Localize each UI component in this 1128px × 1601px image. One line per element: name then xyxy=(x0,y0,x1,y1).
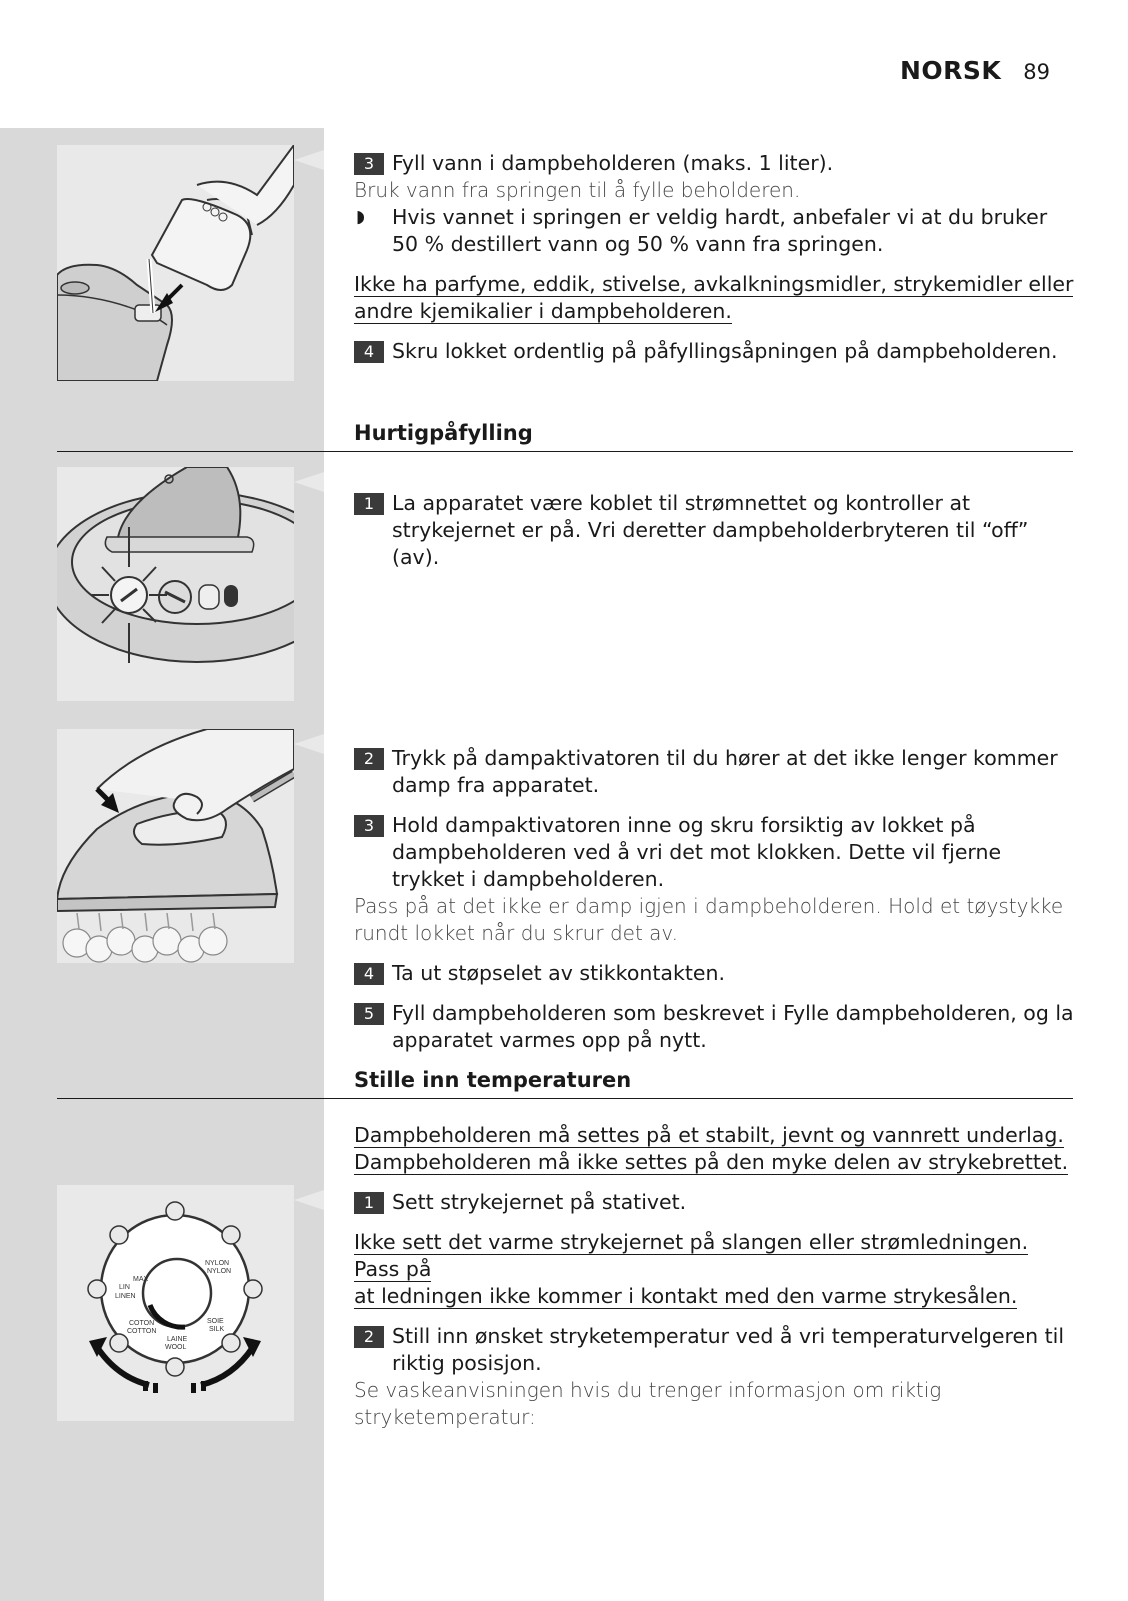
step xyxy=(354,960,1074,987)
step-number: 1 xyxy=(354,1192,384,1214)
dial-label-lin: LIN xyxy=(119,1284,130,1291)
page-header xyxy=(900,56,1050,85)
fill-water-illustration xyxy=(57,145,294,381)
step-note: Bruk vann fra springen til å fylle beholderen. xyxy=(354,178,801,202)
steam-switch-icon xyxy=(57,467,294,701)
step-number: 3 xyxy=(354,815,384,837)
step-text: Sett strykejernet på stativet. xyxy=(392,1190,687,1214)
warning xyxy=(354,1229,1074,1310)
temperature-dial-icon xyxy=(57,1185,294,1421)
warning xyxy=(354,1122,1074,1176)
steam-switch-illustration xyxy=(57,467,294,701)
warning-line: Dampbeholderen må settes på et stabilt, jevnt og vannrett underlag. xyxy=(354,1123,1064,1147)
dial-label-laine: LAINE xyxy=(167,1336,188,1343)
illustration-pointer xyxy=(294,1190,324,1210)
bullet-icon: ◗ xyxy=(356,207,365,227)
step xyxy=(354,812,1074,893)
step xyxy=(354,745,1074,799)
temperature-section xyxy=(354,1122,1074,1431)
quick-refill-steps xyxy=(354,745,1074,1054)
dial-label-silk: SILK xyxy=(209,1326,225,1333)
temperature-dial-illustration xyxy=(57,1185,294,1421)
step xyxy=(354,338,1074,365)
dial-label-nylon: NYLON xyxy=(205,1260,230,1267)
dial-label-soie: SOIE xyxy=(207,1318,224,1325)
step-number: 2 xyxy=(354,748,384,770)
step xyxy=(354,1323,1074,1377)
step-text: Hold dampaktivatoren inne og skru forsiktig av lokket på dampbeholderen ved å vri det mot klokken. Dette vil fjerne trykket i dampbeholderen. xyxy=(392,813,1002,891)
step xyxy=(354,1000,1074,1054)
bullet-text: Hvis vannet i springen er veldig hardt, anbefaler vi at du bruker 50 % destillert vann og 50 % vann fra springen. xyxy=(392,205,1048,256)
step-text: Still inn ønsket stryketemperatur ved å vri temperaturvelgeren til riktig posisjon. xyxy=(392,1324,1065,1375)
step-number: 3 xyxy=(354,153,384,175)
pouring-jug-icon xyxy=(57,145,294,381)
step-number: 4 xyxy=(354,341,384,363)
language-label: NORSK xyxy=(899,56,1002,85)
step-text: La apparatet være koblet til strømnettet og kontroller at strykejernet er på. Vri deretter dampbeholderbryteren til “off” (av). xyxy=(392,491,1029,569)
illustration-pointer xyxy=(294,150,324,170)
step-note: Pass på at det ikke er damp igjen i dampbeholderen. Hold et tøystykke rundt lokket når du skrur det av. xyxy=(354,894,1064,945)
step xyxy=(354,150,1074,177)
warning-line: Ikke sett det varme strykejernet på slangen eller strømledningen. Pass på xyxy=(354,1230,1029,1281)
dial-label-nylon-2: NYLON xyxy=(207,1268,232,1275)
bullet-item xyxy=(354,204,1074,258)
step-text: Trykk på dampaktivatoren til du hører at det ikke lenger kommer damp fra apparatet. xyxy=(392,746,1058,797)
dial-label-max: MAX xyxy=(133,1276,149,1283)
fill-section xyxy=(354,150,1074,365)
step-number: 4 xyxy=(354,963,384,985)
quick-refill-step1 xyxy=(354,490,1074,571)
step-number: 5 xyxy=(354,1003,384,1025)
step-text: Skru lokket ordentlig på påfyllingsåpningen på dampbeholderen. xyxy=(392,339,1058,363)
warning xyxy=(354,271,1074,325)
section-title: Stille inn temperaturen xyxy=(354,1068,632,1092)
step xyxy=(354,1189,1074,1216)
dial-label-wool: WOOL xyxy=(165,1344,187,1351)
step-text: Ta ut støpselet av stikkontakten. xyxy=(392,961,725,985)
dial-label-cotton: COTTON xyxy=(127,1328,157,1335)
warning-line: Ikke ha parfyme, eddik, stivelse, avkalkningsmidler, strykemidler eller xyxy=(354,272,1074,296)
section-title: Hurtigpåfylling xyxy=(354,421,533,445)
step-text: Fyll vann i dampbeholderen (maks. 1 liter). xyxy=(392,151,834,175)
section-divider xyxy=(57,451,1073,452)
illustration-pointer xyxy=(294,472,324,492)
warning-line: andre kjemikalier i dampbeholderen. xyxy=(354,299,732,323)
steam-activator-illustration xyxy=(57,729,294,963)
warning-line: at ledningen ikke kommer i kontakt med den varme strykesålen. xyxy=(354,1284,1018,1308)
illustration-pointer xyxy=(294,734,324,754)
step-text: Fyll dampbeholderen som beskrevet i Fylle dampbeholderen, og la apparatet varmes opp på nytt. xyxy=(392,1001,1074,1052)
step-note: Se vaskeanvisningen hvis du trenger informasjon om riktig stryketemperatur: xyxy=(354,1378,942,1429)
iron-activator-icon xyxy=(57,729,294,963)
page-number: 89 xyxy=(1023,60,1050,84)
section-divider xyxy=(57,1098,1073,1099)
step xyxy=(354,490,1074,571)
step-number: 1 xyxy=(354,493,384,515)
warning-line: Dampbeholderen må ikke settes på den myke delen av strykebrettet. xyxy=(354,1150,1069,1174)
dial-label-coton: COTON xyxy=(129,1320,155,1327)
step-number: 2 xyxy=(354,1326,384,1348)
dial-label-linen: LINEN xyxy=(115,1293,136,1300)
